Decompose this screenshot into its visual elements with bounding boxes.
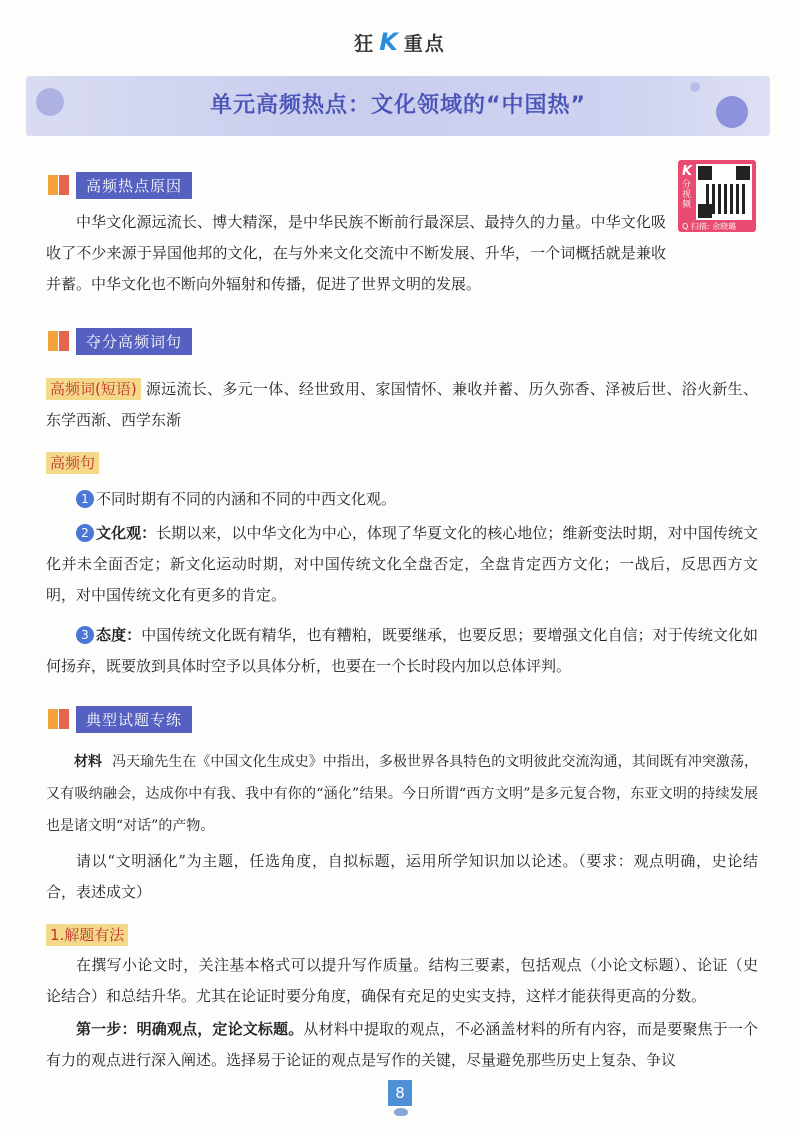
title-banner [26,76,770,136]
section-heading-reason [48,172,192,198]
sentence-text: 不同时期有不同的内涵和不同的中西文化观。 [96,490,397,508]
sentence-text: 中国传统文化既有精华，也有糟粕，既要继承，也要反思；要增强文化自信；对于传统文化如何扬弃，既要放到具体时空予以具体分析，也要在一个长时段内加以总体评判。 [46,626,758,675]
high-freq-words [46,374,758,436]
sentence-item [46,484,758,515]
sentence-keyword: 文化观： [96,524,157,542]
qr-side-text: 分视频 [682,180,692,210]
sentences-tag: 高频句 [46,452,99,474]
step1-heading: 第一步：明确观点，定论文标题。 [76,1020,304,1038]
qr-code-icon [696,164,752,220]
method-paragraph: 在撰写小论文时，关注基本格式可以提升写作质量。结构三要素，包括观点（小论文标题）、论证（史论结合）和总结升华。尤其在论证时要分角度，确保有充足的史实支持，这样才能获得更高的分数。 [46,956,758,1005]
brand-header [0,28,800,56]
question-paragraph: 请以“文明涵化”为主题，任选角度，自拟标题，运用所学知识加以论述。（要求：观点明确，史论结合，表述成文） [46,852,758,901]
step1-paragraph [46,1014,758,1076]
banner-title: 单元高频热点：文化领域的“中国热” [210,93,586,118]
number-badge: 3 [76,626,94,644]
bird-icon [394,1108,408,1116]
number-badge: 2 [76,524,94,542]
sentence-text: 长期以来，以中华文化为中心，体现了华夏文化的核心地位；维新变法时期，对中国传统文化并未全面否定；新文化运动时期，对中国传统文化全盘否定，全盘肯定西方文化；一战后，反思西方文明，对中国传统文化有更多的肯定。 [46,524,758,604]
words-text: 源远流长、多元一体、经世致用、家国情怀、兼收并蓄、历久弥香、泽被后世、浴火新生、东学西渐、西学东渐 [46,380,758,429]
qr-code-video[interactable] [678,160,756,232]
step1-text: 从材料中提取的观点，不必涵盖材料的所有内容，而是要聚焦于一个有力的观点进行深入阐述。选择易于论证的观点是写作的关键，尽量避免那些历史上复杂、争议 [46,1020,758,1069]
sentence-item [46,620,758,682]
brand-k-logo: K [379,28,400,56]
section-heading-practice [48,706,192,732]
sentence-keyword: 态度： [96,626,142,644]
method-tag-row [46,920,758,951]
method-tag: 1.解题有法 [46,924,128,946]
book-icon [48,175,70,195]
brand-right: 重点 [403,33,446,55]
material-label: 材料 [74,754,103,770]
high-freq-sentences-tag-row [46,448,758,479]
qr-caption: Q 扫描: 余晓璐 [682,222,737,231]
book-icon [48,709,70,729]
sentence-item [46,518,758,611]
brand-left: 狂 [354,33,376,55]
section-heading-phrases [48,328,192,354]
reason-paragraph: 中华文化源远流长、博大精深，是中华民族不断前行最深层、最持久的力量。中华文化吸收了不少来源于异国他邦的文化，在与外来文化交流中不断发展、升华，一个词概括就是兼收并蓄。中华文化也不断向外辐射和传播，促进了世界文明的发展。 [46,213,666,293]
section-label: 典型试题专练 [76,706,192,733]
number-badge: 1 [76,490,94,508]
qr-k-logo: K [682,164,693,179]
words-tag: 高频词(短语) [46,378,141,400]
book-icon [48,331,70,351]
page-number: 8 [388,1080,412,1106]
material-text: 冯天瑜先生在《中国文化生成史》中指出，多极世界各具特色的文明彼此交流沟通，其间既有冲突激荡，又有吸纳融会，达成你中有我、我中有你的“涵化”结果。今日所谓“西方文明”是多元复合物，东亚文明的持续发展也是诸文明“对话”的产物。 [46,754,759,834]
section-label: 高频热点原因 [76,172,192,199]
material-paragraph [46,746,758,842]
section-label: 夺分高频词句 [76,328,192,355]
